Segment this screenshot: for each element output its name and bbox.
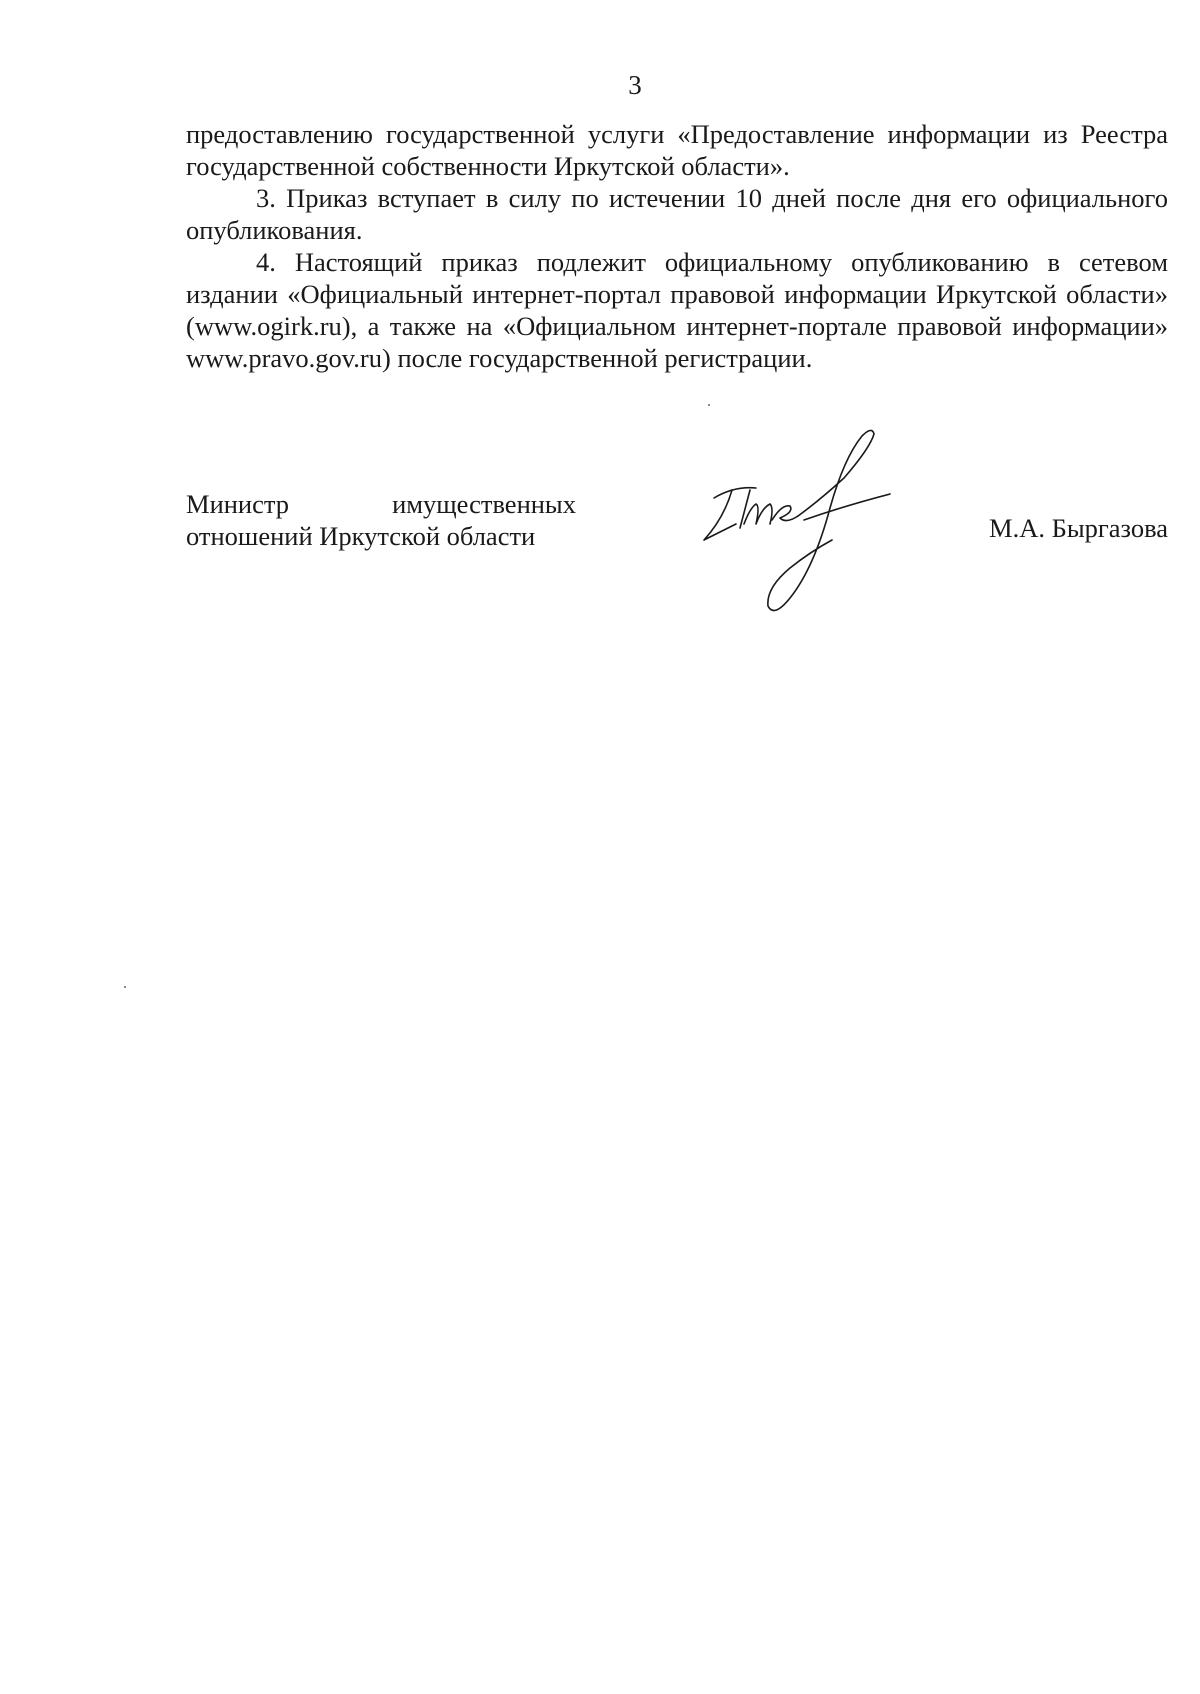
paragraph-item-3: 3. Приказ вступает в силу по истечении 10 дней после дня его официального опубликования. [186,183,1168,245]
signer-title-word-2: имущественных [392,489,576,519]
signer-title [186,488,576,552]
signer-title-line-2: отношений Иркутской области [186,521,536,551]
document-body [186,118,1168,374]
signer-name: М.А. Быргазова [989,513,1168,543]
page-number: 3 [628,70,642,100]
signer-title-word-1: Министр [186,489,290,519]
scan-speck [124,986,126,988]
paragraph-continuation: предоставлению государственной услуги «Предоставление информации из Реестра государственной собственности Иркутской области». [186,119,1168,181]
scan-speck [708,404,710,406]
paragraph-item-4: 4. Настоящий приказ подлежит официальному опубликованию в сетевом издании «Официальный интернет-портал правовой информации Иркутской области» (www.ogirk.ru), а также на «Официальном интернет-портале правовой информации» www.pravo.gov.ru) после государственной регистрации. [186,247,1168,373]
signature-block [186,488,1168,628]
handwritten-signature [694,428,904,628]
